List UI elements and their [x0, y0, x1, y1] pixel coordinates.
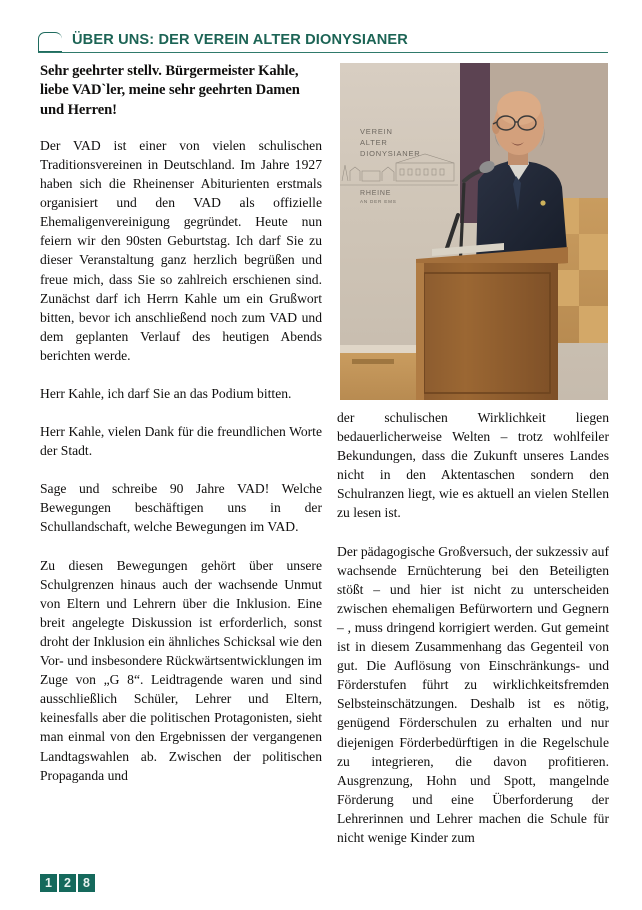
header-divider — [38, 52, 608, 53]
paragraph: Zu diesen Bewegungen gehört über unsere Schulgrenzen hinaus auch der wachsende Unmut von Eltern und Lehrern über die Inklusion. Eine breit angelegte Diskussion ist erforderlich, sonst droht der Inklusion ein ähnliches Schicksal wie den Vor- und insbesondere Rückwärtsentwicklungen im Zuge von „G 8“. Leidtragende waren und sind ausschließlich Schüler, Lehrer und Eltern, keinesfalls aber die politischen Protagonisten, sieht man einmal von den Ergebnissen der vergangenen Landtagswahlen ab. Zwischen der politischen Propaganda und — [40, 557, 322, 783]
speaker-at-podium-photo — [340, 63, 608, 400]
page-digit: 1 — [40, 874, 57, 892]
paragraph: Der pädagogische Großversuch, der sukzessiv auf wachsende Ernüchterung bei den Beteiligten stößt – und hier ist nicht zu unterscheiden zwischen ehemaligen Befürwortern und Gegnern – , muss dringend korrigiert werden. Gut gemeint ist in diesem Zusammenhang das Gegenteil von gut. Die Auflösung von Einschränkungs- und Förderstufen führt zu wirklichkeitsfremden Selbsteinschätzungen. Deshalb ist es nötig, genügend Förderschulen zu erhalten und nur diejenigen Förderbedürftigen in die Regelschule zu integrieren, die davon profitieren. Ausgrenzung, Hohn und Spott, mangelnde Förderung und eine Überforderung der Lehrerinnen und Lehrer machen die Schule für nicht wenige Kinder zum — [337, 543, 609, 845]
paragraph: Herr Kahle, vielen Dank für die freundlichen Worte der Stadt. — [40, 424, 322, 459]
svg-text:RHEINE: RHEINE — [360, 190, 392, 197]
paragraph: Der VAD ist einer von vielen schulischen Traditionsvereinen in Deutschland. Im Jahre 1927 haben sich die Rheinenser Abiturienten erstmals organisiert und den VAD als offizielle Ehemaligenvereinigung gegründet. Heute nun feiern wir den 90sten Geburtstag. Ich darf Sie zu dieser Veranstaltung ganz herzlich begrüßen und freue mich, dass Sie so zahlreich erschienen sind. Zunächst darf ich Herrn Kahle um ein Grußwort bitten, bevor ich anschließend noch zum VAD und dem geplanten Verlauf des heutigen Abends berichten werde. — [40, 137, 322, 363]
svg-text:VEREIN: VEREIN — [360, 127, 393, 136]
svg-text:ALTER: ALTER — [360, 138, 388, 147]
svg-text:DIONYSIANER: DIONYSIANER — [360, 149, 421, 158]
section-header — [38, 29, 608, 59]
page-digit: 8 — [78, 874, 95, 892]
article-lead: Sehr geehrter stellv. Bürgermeister Kahle, liebe VAD`ler, meine sehr geehrten Damen und Herren! — [40, 63, 300, 118]
page-digit: 2 — [59, 874, 76, 892]
photo-artwork — [340, 63, 608, 400]
paragraph: Sage und schreibe 90 Jahre VAD! Welche Bewegungen beschäftigen uns in der Schullandschaft, welche Bewegungen im VAD. — [40, 481, 322, 535]
page-title: ÜBER UNS: DER VEREIN ALTER DIONYSIANER — [72, 31, 408, 48]
paragraph: der schulischen Wirklichkeit liegen bedauerlicherweise Welten – trotz wohlfeiler Bekundungen, dass die Zukunft unseres Landes nicht in den Aktentaschen sondern den Schulranzen liegt, wie es aktuell an vielen Stellen zu lesen ist. — [337, 410, 609, 521]
right-column — [337, 408, 609, 866]
tab-bracket-icon — [38, 32, 62, 52]
left-column — [40, 62, 322, 785]
svg-text:AN DER EMS: AN DER EMS — [360, 199, 397, 204]
page-number — [40, 874, 95, 892]
paragraph: Herr Kahle, ich darf Sie an das Podium bitten. — [40, 386, 292, 402]
